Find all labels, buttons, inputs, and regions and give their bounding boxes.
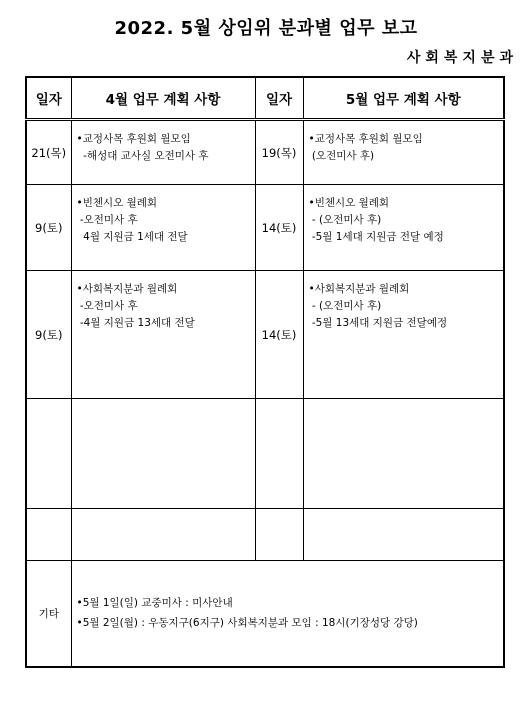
row-date-may: 19(목): [255, 120, 303, 185]
table-row: [26, 399, 504, 509]
content-line: -해성대 교사실 오전미사 후: [76, 150, 209, 162]
page-title: 2022. 5월 상임위 분과별 업무 보고: [114, 18, 418, 39]
row-date-may: [255, 399, 303, 509]
header-date-april: 일자: [26, 77, 71, 120]
content-line: •교정사목 후원회 월모임: [308, 133, 423, 145]
content-line: (오전미사 후): [308, 150, 375, 162]
row-date-april: 21(목): [26, 120, 71, 185]
content-line: 4월 지원금 1세대 전달: [76, 231, 188, 243]
misc-line: •5월 2일(월) : 우동지구(6지구) 사회복지분과 모임 : 18시(기장성당 강당): [76, 617, 418, 630]
row-april-content: [71, 399, 255, 509]
content-line: -5월 1세대 지원금 전달 예정: [308, 231, 444, 243]
content-line: •사회복지분과 월례회: [308, 283, 410, 295]
content-line: -오전미사 후: [76, 214, 138, 226]
row-date-april: 9(토): [26, 185, 71, 271]
table-header-row: [26, 77, 504, 120]
table-row: [26, 185, 504, 271]
table-row: [26, 509, 504, 561]
content-line: - (오전미사 후): [308, 300, 382, 312]
content-line: -오전미사 후: [76, 300, 138, 312]
misc-row: [26, 561, 504, 667]
table-row: [26, 120, 504, 185]
header-date-may: 일자: [255, 77, 303, 120]
row-date-april: [26, 509, 71, 561]
row-april-content: [71, 271, 255, 399]
content-line: •교정사목 후원회 월모임: [76, 133, 191, 145]
row-may-content: [303, 271, 504, 399]
row-may-content: [303, 509, 504, 561]
misc-content: [71, 561, 504, 667]
header-may-plan: 5월 업무 계획 사항: [303, 77, 504, 120]
content-line: -4월 지원금 13세대 전달: [76, 317, 195, 329]
report-table: [25, 76, 505, 668]
content-line: •빈첸시오 월례회: [76, 197, 158, 209]
row-may-content: [303, 120, 504, 185]
row-may-content: [303, 185, 504, 271]
row-may-content: [303, 399, 504, 509]
table-row: [26, 271, 504, 399]
misc-label: 기타: [26, 561, 71, 667]
row-april-content: [71, 120, 255, 185]
row-date-may: [255, 509, 303, 561]
row-april-content: [71, 185, 255, 271]
row-date-april: 9(토): [26, 271, 71, 399]
content-line: •빈첸시오 월례회: [308, 197, 390, 209]
header-april-plan: 4월 업무 계획 사항: [71, 77, 255, 120]
row-date-april: [26, 399, 71, 509]
content-line: •사회복지분과 월례회: [76, 283, 178, 295]
row-date-may: 14(토): [255, 271, 303, 399]
content-line: -5월 13세대 지원금 전달예정: [308, 317, 448, 329]
content-line: - (오전미사 후): [308, 214, 382, 226]
row-date-may: 14(토): [255, 185, 303, 271]
department-label: 사회복지분과: [406, 50, 518, 66]
misc-line: •5월 1일(일) 교중미사 : 미사안내: [76, 597, 233, 610]
row-april-content: [71, 509, 255, 561]
